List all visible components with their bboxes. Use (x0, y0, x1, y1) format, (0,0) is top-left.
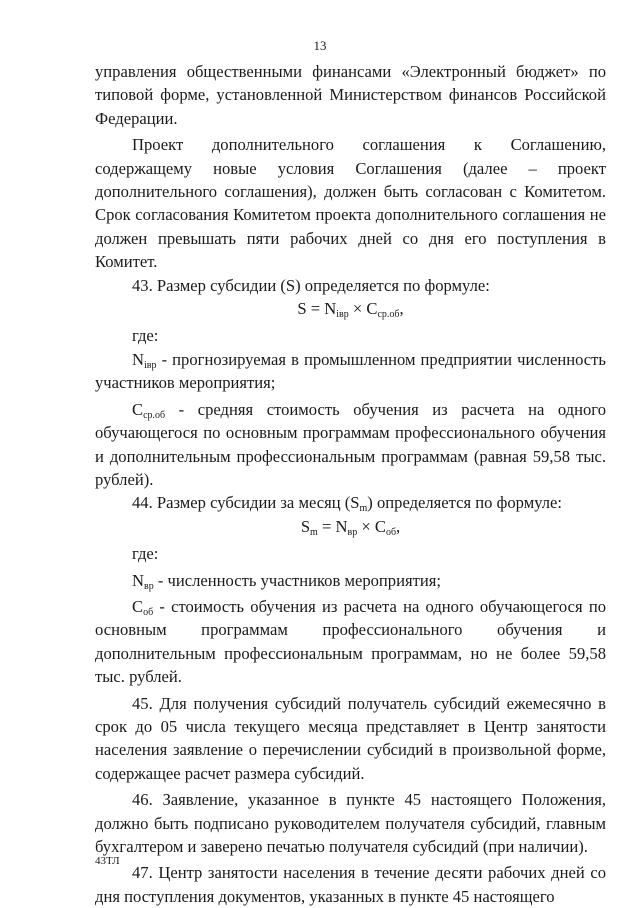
definition-n-ivr: $N_{iвр}$ - прогнозируемая в промышленном предприятии численность участников мероприятия; (95, 349, 606, 393)
paragraph-continuation: управления общественными финансами «Электронный бюджет» по типовой форме, установленной Министерством финансов Российской Федерации. (95, 62, 606, 128)
where-label: где: (132, 326, 159, 346)
definition-c-srob: $C_{ср.об}$ - средняя стоимость обучения из расчета на одного обучающегося по основным программам профессионального обучения и дополнительным профессиональным программам (равная 59,58 тыс. рублей). (95, 399, 606, 489)
formula-monthly-subsidy: $S_m = N_{вр} \times C_{об}$, (300, 516, 401, 538)
clause-46: 46. Заявление, указанное в пункте 45 настоящего Положения, должно быть подписано руководителем получателя субсидий, главным бухгалтером и заверено печатью получателя субсидий (при наличии). (95, 790, 606, 856)
clause-43: 43. Размер субсидии (S) определяется по формуле: (132, 275, 490, 295)
definition-c-ob: $C_{об}$ - стоимость обучения из расчета на одного обучающегося по основным программам профессионального обучения и дополнительным профессиональным программам, но не более 59,58 тыс. рублей. (95, 596, 606, 687)
page-number: 13 (313, 38, 327, 53)
footer-code: 43ТЛ (95, 855, 120, 867)
clause-47: 47. Центр занятости населения в течение десяти рабочих дней со дня поступления документов, указанных в пункте 45 настоящего (95, 863, 606, 906)
formula-subsidy: $S = N_{iвр} \times C_{ср.об}$, (297, 299, 404, 321)
clause-44: 44. Размер субсидии за месяц $(S_m)$ определяется по формуле: (132, 493, 563, 515)
where-label: где: (132, 544, 159, 564)
clause-45: 45. Для получения субсидий получатель субсидий ежемесячно в срок до 05 числа текущего месяца представляет в Центр занятости населения заявление о перечислении субсидий в произвольной форме, содержащее расчет размера субсидий. (95, 693, 606, 783)
paragraph-additional-agreement: Проект дополнительного соглашения к Соглашению, содержащему новые условия Соглашения (далее – проект дополнительного соглашения), должен быть согласован с Комитетом. Срок согласования Комитетом проекта дополнительного соглашения не должен превышать пяти рабочих дней со дня его поступления в Комитет. (95, 135, 606, 272)
definition-n-vr: $N_{вр}$ - численность участников мероприятия; (132, 570, 441, 592)
document-body (95, 60, 606, 908)
